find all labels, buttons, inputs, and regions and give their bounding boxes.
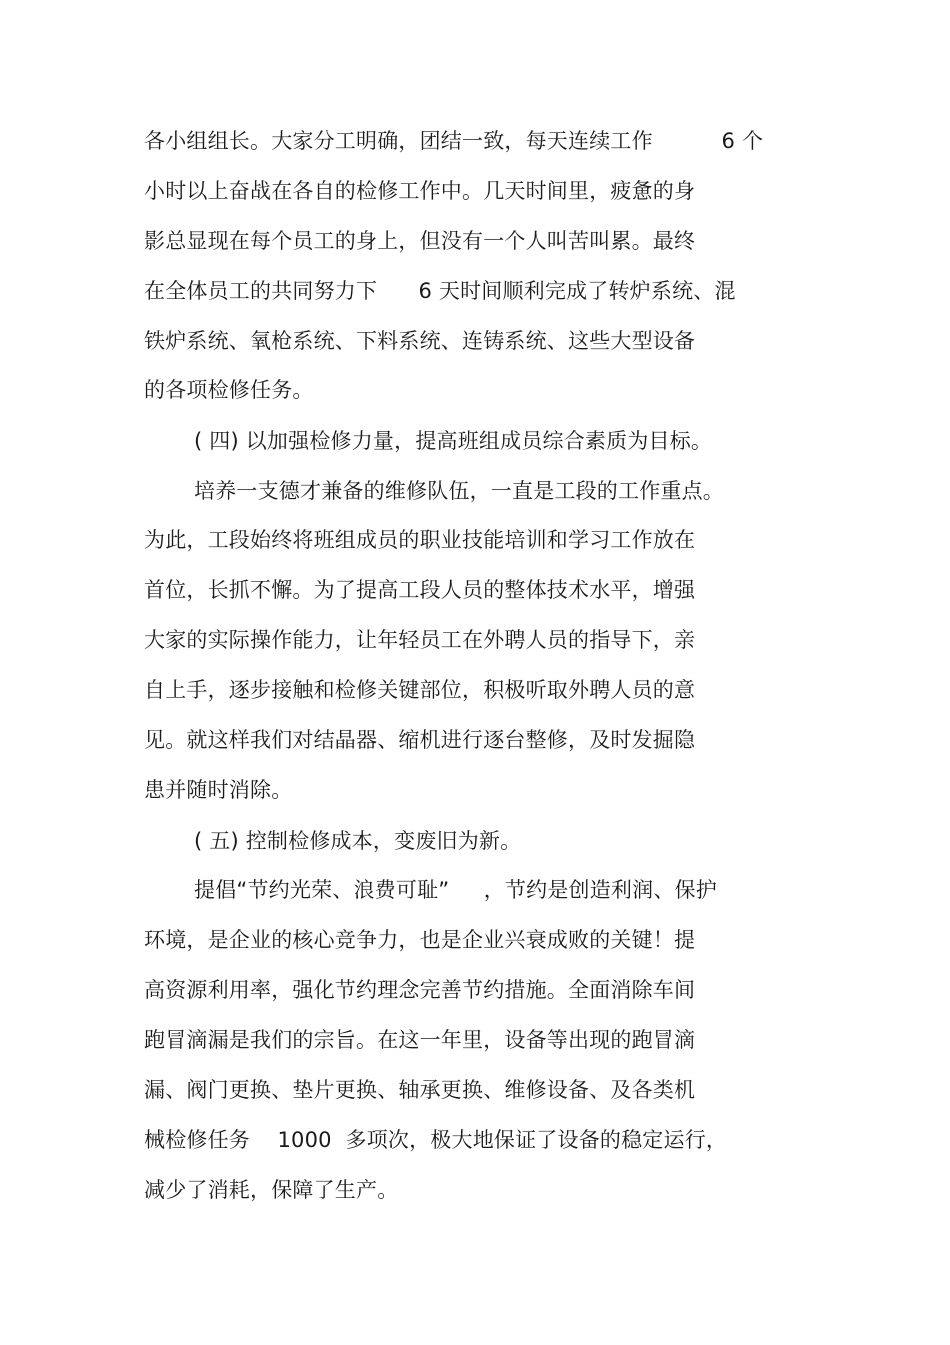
text-line: 首位，长抓不懈。为了提高工段人员的整体技术水平，增强 [144,578,696,602]
text-line: 培养一支德才兼备的维修队伍，一直是工段的工作重点。 [194,479,724,503]
text-line: 铁炉系统、氧枪系统、下料系统、连铸系统、这些大型设备 [144,329,696,353]
section-heading: ( 四) 以加强检修力量，提高班组成员综合素质为目标。 [194,429,713,453]
text-line: 在全体员工的共同努力下 6 天时间顺利完成了转炉系统、混 [144,279,736,303]
section-heading: ( 五) 控制检修成本，变废旧为新。 [194,829,522,853]
text-line: 高资源利用率，强化节约理念完善节约措施。全面消除车间 [144,978,696,1002]
text-line: 为此，工段始终将班组成员的职业技能培训和学习工作放在 [144,528,696,552]
text-line: 环境，是企业的核心竞争力，也是企业兴衰成败的关键！提 [144,928,696,952]
text-line: 减少了消耗，保障了生产。 [144,1178,399,1202]
text-line: 小时以上奋战在各自的检修工作中。几天时间里，疲惫的身 [144,179,696,203]
text-line: 漏、阀门更换、垫片更换、轴承更换、维修设备、及各类机 [144,1078,696,1102]
text-line: 的各项检修任务。 [144,378,314,402]
text-line: 影总显现在每个员工的身上，但没有一个人叫苦叫累。最终 [144,229,696,253]
text-line: 各小组组长。大家分工明确，团结一致，每天连续工作 6 个 [144,129,764,153]
text-line: 械检修任务 1000 多项次，极大地保证了设备的稳定运行， [144,1128,728,1152]
text-line: 患并随时消除。 [144,778,293,802]
text-line: 大家的实际操作能力，让年轻员工在外聘人员的指导下，亲 [144,628,696,652]
text-line: 自上手，逐步接触和检修关键部位，积极听取外聘人员的意 [144,678,696,702]
text-line: 跑冒滴漏是我们的宗旨。在这一年里，设备等出现的跑冒滴 [144,1028,696,1052]
text-line: 见。就这样我们对结晶器、缩机进行逐台整修，及时发掘隐 [144,728,696,752]
text-line: 提倡“节约光荣、浪费可耻” ，节约是创造利润、保护 [194,878,717,902]
